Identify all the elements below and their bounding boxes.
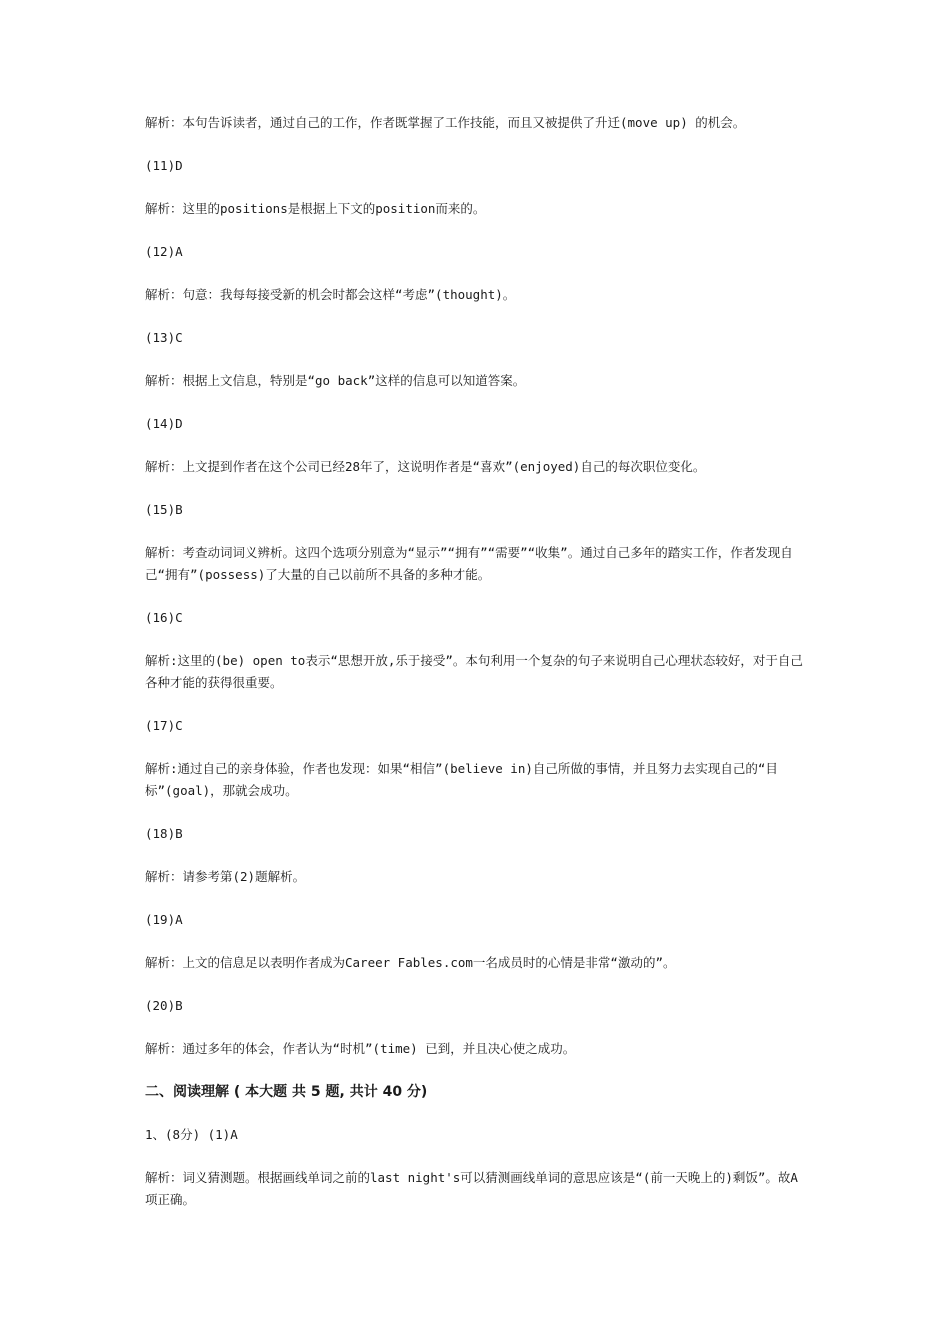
- answer-12: (12)A: [145, 244, 183, 259]
- explanation-16: 解析:这里的(be) open to表示“思想开放,乐于接受”。本句利用一个复杂的句子来说明自己心理状态较好，对于自己各种才能的获得很重要。: [145, 653, 803, 690]
- explanation-17: 解析:通过自己的亲身体验，作者也发现：如果“相信”(believe in)自己所做的事情，并且努力去实现自己的“目标”(goal)，那就会成功。: [145, 761, 778, 798]
- answer-16: (16)C: [145, 610, 183, 625]
- answer-17: (17)C: [145, 718, 183, 733]
- explanation-14: 解析：上文提到作者在这个公司已经28年了，这说明作者是“喜欢”(enjoyed)自己的每次职位变化。: [145, 459, 706, 474]
- answer-13: (13)C: [145, 330, 183, 345]
- answer-20: (20)B: [145, 998, 183, 1013]
- reading-explanation-1-1: 解析：词义猜测题。根据画线单词之前的last night's可以猜测画线单词的意思应该是“(前一天晚上的)剩饭”。故A项正确。: [145, 1170, 798, 1207]
- explanation-10: 解析：本句告诉读者，通过自己的工作，作者既掌握了工作技能，而且又被提供了升迁(move up) 的机会。: [145, 115, 746, 130]
- answer-14: (14)D: [145, 416, 183, 431]
- explanation-12: 解析：句意：我每每接受新的机会时都会这样“考虑”(thought)。: [145, 287, 516, 302]
- answer-19: (19)A: [145, 912, 183, 927]
- section-heading-reading: 二、阅读理解 ( 本大题 共 5 题, 共计 40 分): [145, 1084, 428, 1100]
- explanation-19: 解析：上文的信息足以表明作者成为Career Fables.com一名成员时的心情是非常“激动的”。: [145, 955, 676, 970]
- explanation-20: 解析：通过多年的体会，作者认为“时机”(time) 已到，并且决心使之成功。: [145, 1041, 576, 1056]
- answer-18: (18)B: [145, 826, 183, 841]
- explanation-13: 解析：根据上文信息，特别是“go back”这样的信息可以知道答案。: [145, 373, 526, 388]
- document-page: [145, 112, 810, 1232]
- explanation-11: 解析：这里的positions是根据上下文的position而来的。: [145, 201, 486, 216]
- explanation-18: 解析：请参考第(2)题解析。: [145, 869, 306, 884]
- answer-11: (11)D: [145, 158, 183, 173]
- explanation-15: 解析：考查动词词义辨析。这四个选项分别意为“显示”“拥有”“需要”“收集”。通过自己多年的踏实工作，作者发现自己“拥有”(possess)了大量的自己以前所不具备的多种才能。: [145, 545, 793, 582]
- answer-15: (15)B: [145, 502, 183, 517]
- reading-answer-1-1: 1、(8分) (1)A: [145, 1127, 238, 1142]
